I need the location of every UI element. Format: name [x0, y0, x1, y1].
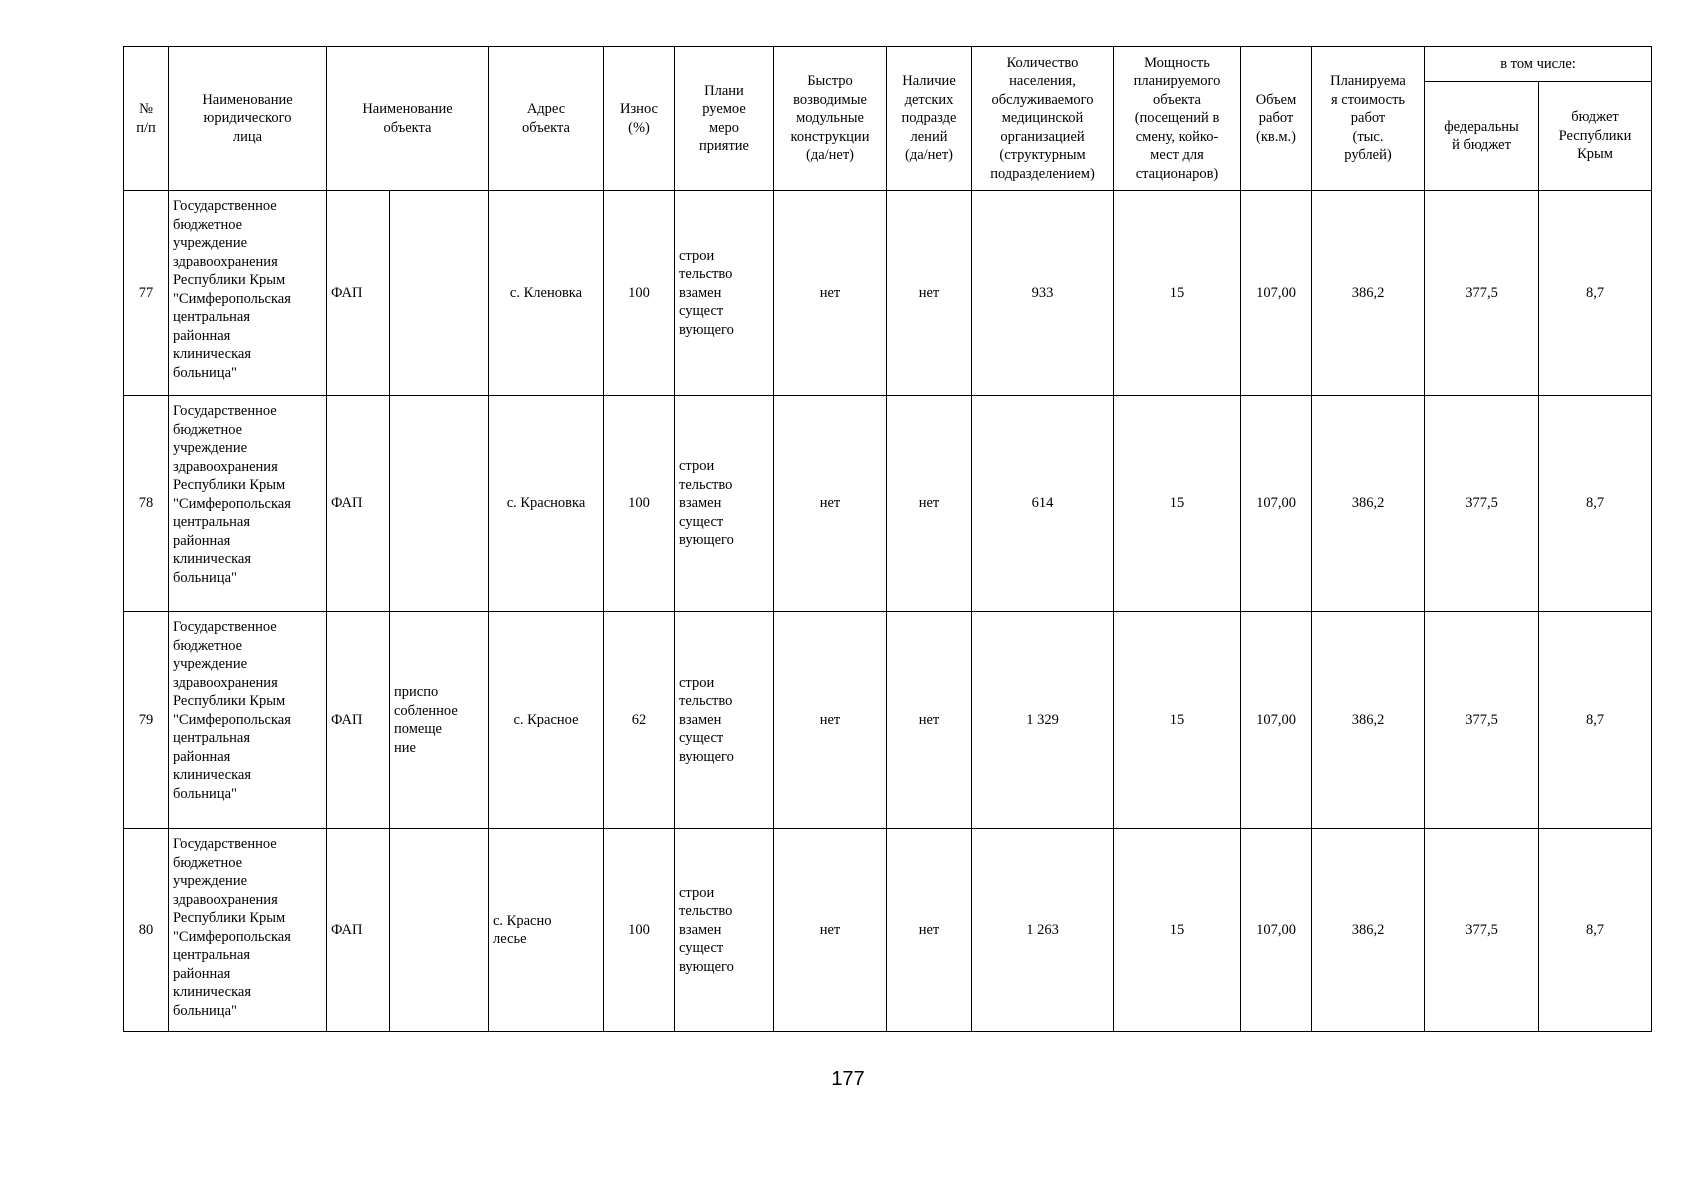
- cell-num: 77: [124, 191, 169, 396]
- header-address: Адрес объекта: [489, 47, 604, 191]
- page-number: 177: [831, 1068, 865, 1090]
- cell-capacity: 15: [1114, 396, 1241, 612]
- cell-measure: строи тельство взамен сущест вующего: [675, 612, 774, 829]
- cell-address: с. Красно лесье: [489, 829, 604, 1032]
- header-population: Количество населения, обслуживаемого медицинской организацией (структурным подразделением): [972, 47, 1114, 191]
- cell-modular: нет: [774, 612, 887, 829]
- cell-regional: 8,7: [1539, 396, 1652, 612]
- cell-object: [390, 396, 489, 612]
- cell-object: [390, 191, 489, 396]
- cell-federal: 377,5: [1425, 191, 1539, 396]
- cell-cost: 386,2: [1312, 396, 1425, 612]
- header-num: № п/п: [124, 47, 169, 191]
- table-row: [124, 829, 1652, 1032]
- cell-wear: 62: [604, 612, 675, 829]
- cell-children: нет: [887, 829, 972, 1032]
- cell-type: ФАП: [327, 829, 390, 1032]
- cell-regional: 8,7: [1539, 612, 1652, 829]
- cell-object: приспо собленное помеще ние: [390, 612, 489, 829]
- cell-legal-entity: Государственное бюджетное учреждение здравоохранения Республики Крым "Симферопольская центральная районная клиническая больница": [169, 612, 327, 829]
- cell-capacity: 15: [1114, 191, 1241, 396]
- cell-regional: 8,7: [1539, 829, 1652, 1032]
- cell-num: 78: [124, 396, 169, 612]
- cell-address: с. Красновка: [489, 396, 604, 612]
- header-including: в том числе:: [1425, 47, 1652, 82]
- cell-modular: нет: [774, 396, 887, 612]
- cell-legal-entity: Государственное бюджетное учреждение здравоохранения Республики Крым "Симферопольская центральная районная клиническая больница": [169, 396, 327, 612]
- cell-address: с. Кленовка: [489, 191, 604, 396]
- header-wear: Износ (%): [604, 47, 675, 191]
- cell-measure: строи тельство взамен сущест вующего: [675, 191, 774, 396]
- header-capacity: Мощность планируемого объекта (посещений в смену, койко- мест для стационаров): [1114, 47, 1241, 191]
- table-row: [124, 396, 1652, 612]
- header-measure: Плани руемое меро приятие: [675, 47, 774, 191]
- header-federal: федеральны й бюджет: [1425, 82, 1539, 191]
- cell-cost: 386,2: [1312, 191, 1425, 396]
- header-modular: Быстро возводимые модульные конструкции (да/нет): [774, 47, 887, 191]
- cell-wear: 100: [604, 396, 675, 612]
- header-children: Наличие детских подразде лений (да/нет): [887, 47, 972, 191]
- cell-wear: 100: [604, 191, 675, 396]
- header-cost: Планируема я стоимость работ (тыс. рублей): [1312, 47, 1425, 191]
- cell-volume: 107,00: [1241, 612, 1312, 829]
- cell-legal-entity: Государственное бюджетное учреждение здравоохранения Республики Крым "Симферопольская центральная районная клиническая больница": [169, 829, 327, 1032]
- cell-children: нет: [887, 191, 972, 396]
- cell-regional: 8,7: [1539, 191, 1652, 396]
- cell-capacity: 15: [1114, 612, 1241, 829]
- cell-federal: 377,5: [1425, 829, 1539, 1032]
- cell-num: 80: [124, 829, 169, 1032]
- cell-population: 614: [972, 396, 1114, 612]
- cell-children: нет: [887, 396, 972, 612]
- cell-volume: 107,00: [1241, 829, 1312, 1032]
- cell-cost: 386,2: [1312, 612, 1425, 829]
- cell-modular: нет: [774, 829, 887, 1032]
- cell-wear: 100: [604, 829, 675, 1032]
- cell-type: ФАП: [327, 612, 390, 829]
- cell-measure: строи тельство взамен сущест вующего: [675, 396, 774, 612]
- header-row: [124, 47, 1652, 82]
- table-row: [124, 191, 1652, 396]
- cell-modular: нет: [774, 191, 887, 396]
- cell-volume: 107,00: [1241, 191, 1312, 396]
- cell-object: [390, 829, 489, 1032]
- table-row: [124, 612, 1652, 829]
- cell-num: 79: [124, 612, 169, 829]
- cell-cost: 386,2: [1312, 829, 1425, 1032]
- cell-federal: 377,5: [1425, 396, 1539, 612]
- cell-population: 1 263: [972, 829, 1114, 1032]
- data-table: [123, 46, 1652, 1032]
- cell-federal: 377,5: [1425, 612, 1539, 829]
- header-legal-entity: Наименование юридического лица: [169, 47, 327, 191]
- cell-type: ФАП: [327, 396, 390, 612]
- cell-capacity: 15: [1114, 829, 1241, 1032]
- cell-type: ФАП: [327, 191, 390, 396]
- header-object-name: Наименование объекта: [327, 47, 489, 191]
- header-regional: бюджет Республики Крым: [1539, 82, 1652, 191]
- cell-children: нет: [887, 612, 972, 829]
- cell-address: с. Красное: [489, 612, 604, 829]
- cell-measure: строи тельство взамен сущест вующего: [675, 829, 774, 1032]
- cell-volume: 107,00: [1241, 396, 1312, 612]
- cell-population: 933: [972, 191, 1114, 396]
- cell-legal-entity: Государственное бюджетное учреждение здравоохранения Республики Крым "Симферопольская центральная районная клиническая больница": [169, 191, 327, 396]
- header-volume: Объем работ (кв.м.): [1241, 47, 1312, 191]
- cell-population: 1 329: [972, 612, 1114, 829]
